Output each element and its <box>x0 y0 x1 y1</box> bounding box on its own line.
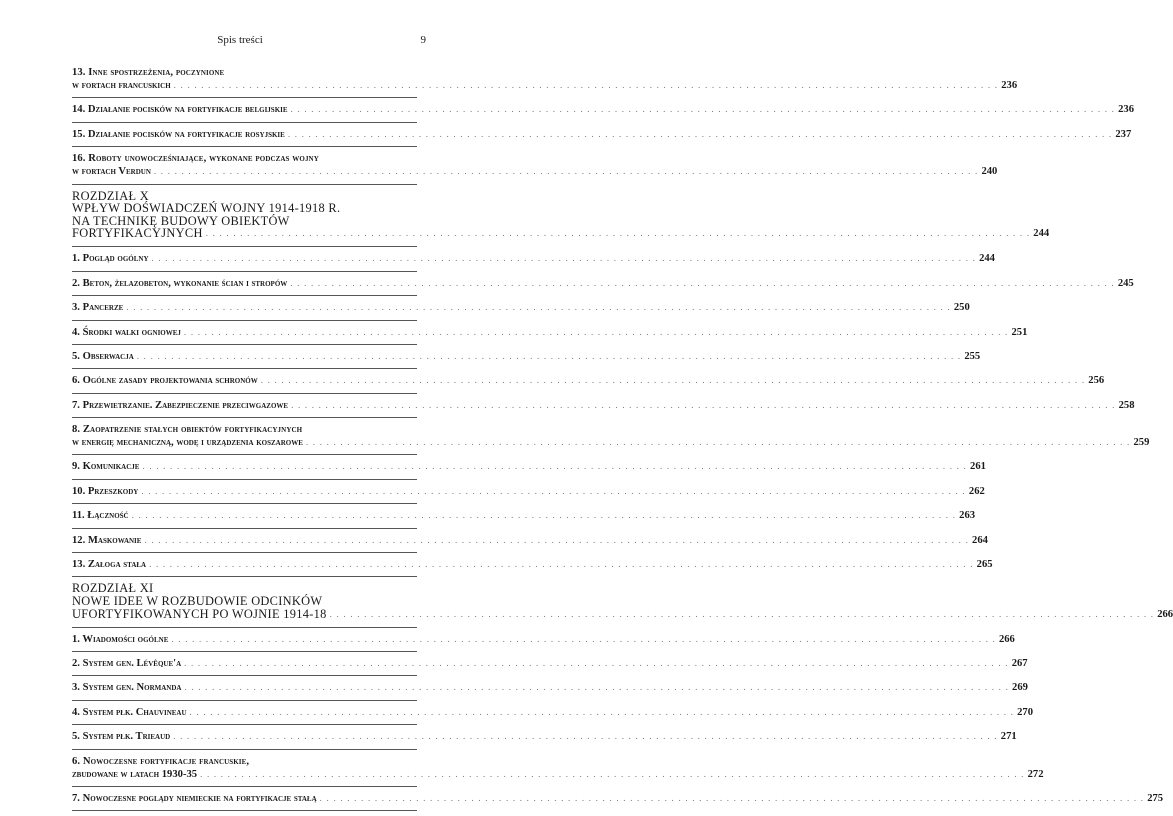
entry-separator <box>72 786 417 787</box>
entry-title-line: 13. Załoga stała <box>72 559 147 571</box>
entry-row <box>72 350 981 363</box>
entry-title-line: 14. Działanie pocisków na fortyfikacje belgijskie <box>72 104 288 116</box>
entry-title-line: 1. Wiadomości ogólne <box>72 633 169 645</box>
toc-entry <box>72 755 1044 781</box>
entry-separator <box>72 97 417 98</box>
chapter-title-line: NOWE IDEE W ROZBUDOWIE ODCINKÓW <box>72 594 323 609</box>
entry-page-number: 269 <box>1012 682 1028 694</box>
entry-page-number: 266 <box>998 633 1015 645</box>
dot-leader: . . . . . . . . . . . . . . . . . . . . . . . . . . . . . . . . . . . . . . . . . . . . . . . . . . . . . . . . . . . . . . . . . . . . . . . . . . . . . . . . . . . . . . . . . . . . . . . . . . . . . . . . . . . . . . . . . . . . . . . . <box>291 399 1116 410</box>
entry-page-number: 244 <box>979 253 995 265</box>
toc-entry <box>72 460 986 473</box>
entry-title-line: 12. Maskowanie <box>72 534 142 546</box>
dot-leader: . . . . . . . . . . . . . . . . . . . . . . . . . . . . . . . . . . . . . . . . . . . . . . . . . . . . . . . . . . . . . . . . . . . . . . . . . . . . . . . . . . . . . . . . . . . . . . . . . . . . . . . . . . . . . . . . . . . . . . . . <box>287 128 1113 139</box>
entry-title-line: 10. Przeszkody <box>72 485 139 497</box>
entry-title-line: 6. Ogólne zasady projektowania schronów <box>72 375 258 387</box>
dot-leader: . . . . . . . . . . . . . . . . . . . . . . . . . . . . . . . . . . . . . . . . . . . . . . . . . . . . . . . . . . . . . . . . . . . . . . . . . . . . . . . . . . . . . . . . . . . . . . . . . . . . . . . . . . . . . . . . . . . . . . . . <box>319 792 1145 803</box>
entry-page-number: 263 <box>959 510 976 522</box>
entry-page-number: 262 <box>968 485 985 497</box>
entry-title-line: 4. Środki walki ogniowej <box>72 326 181 338</box>
entry-title-line: 8. Zaopatrzenie stałych obiektów fortyfikacyjnych <box>72 424 303 436</box>
entry-separator <box>72 454 417 455</box>
running-header <box>0 34 480 48</box>
toc-entry <box>72 657 1028 670</box>
entry-title-line: 16. Roboty unowocześniające, wykonane podczas wojny <box>72 153 319 165</box>
entry-separator <box>72 271 417 272</box>
entry-title-line: 15. Działanie pocisków na fortyfikacje rosyjskie <box>72 128 285 140</box>
entry-title-line: 5. Obserwacja <box>72 350 134 362</box>
dot-leader: . . . . . . . . . . . . . . . . . . . . . . . . . . . . . . . . . . . . . . . . . . . . . . . . . . . . . . . . . . . . . . . . . . . . . . . . . . . . . . . . . . . . . . . . . . . . . . . . . . . . . . . . . . . . . . . . . . . . . . . . <box>205 228 1031 239</box>
entry-title-line: 1. Pogląd ogólny <box>72 253 149 265</box>
entry-title-line: 13. Inne spostrzeżenia, poczynione <box>72 67 225 78</box>
toc-entry <box>72 350 981 363</box>
toc-entry <box>72 485 985 498</box>
entry-page-number: 236 <box>1118 104 1134 116</box>
toc-entry <box>72 66 1018 92</box>
entry-row <box>72 509 976 522</box>
entry-separator <box>72 528 417 529</box>
entry-title-line: 9. Komunikacje <box>72 461 140 473</box>
entry-separator <box>72 810 417 811</box>
entry-title-line: w fortach francuskich <box>72 80 171 91</box>
dot-leader: . . . . . . . . . . . . . . . . . . . . . . . . . . . . . . . . . . . . . . . . . . . . . . . . . . . . . . . . . . . . . . . . . . . . . . . . . . . . . . . . . . . . . . . . . . . . . . . . . . . . . . . . . . . . . . . . . . . . . . . . <box>142 461 968 472</box>
dot-leader: . . . . . . . . . . . . . . . . . . . . . . . . . . . . . . . . . . . . . . . . . . . . . . . . . . . . . . . . . . . . . . . . . . . . . . . . . . . . . . . . . . . . . . . . . . . . . . . . . . . . . . . . . . . . . . . . . . . . . . . . <box>290 277 1115 288</box>
toc-entry <box>72 681 1028 694</box>
entry-page-number: 237 <box>1115 128 1132 140</box>
entry-page-number: 265 <box>976 559 993 571</box>
entry-separator <box>72 246 417 247</box>
entry-row <box>72 399 1135 412</box>
entry-page-number: 261 <box>970 461 986 473</box>
toc-entry <box>72 374 1105 387</box>
entry-row <box>72 277 1134 290</box>
dot-leader: . . . . . . . . . . . . . . . . . . . . . . . . . . . . . . . . . . . . . . . . . . . . . . . . . . . . . . . . . . . . . . . . . . . . . . . . . . . . . . . . . . . . . . . . . . . . . . . . . . . . . . . . . . . . . . . . . . . . . . . . <box>305 437 1131 448</box>
toc-entry <box>72 792 1164 805</box>
entry-separator <box>72 146 417 147</box>
entry-separator <box>72 344 417 345</box>
entry-page-number: 250 <box>953 302 970 314</box>
dot-leader: . . . . . . . . . . . . . . . . . . . . . . . . . . . . . . . . . . . . . . . . . . . . . . . . . . . . . . . . . . . . . . . . . . . . . . . . . . . . . . . . . . . . . . . . . . . . . . . . . . . . . . . . . . . . . . . . . . . . . . . . <box>183 326 1009 337</box>
dot-leader: . . . . . . . . . . . . . . . . . . . . . . . . . . . . . . . . . . . . . . . . . . . . . . . . . . . . . . . . . . . . . . . . . . . . . . . . . . . . . . . . . . . . . . . . . . . . . . . . . . . . . . . . . . . . . . . . . . . . . . . . <box>126 302 951 313</box>
entry-separator <box>72 368 417 369</box>
entry-title-line: 7. Nowoczesne poglądy niemieckie na fortyfikacje stałą <box>72 792 317 804</box>
entry-page-number: 272 <box>1027 768 1044 780</box>
entry-title-line: 5. System płk. Trieaud <box>72 731 171 743</box>
dot-leader: . . . . . . . . . . . . . . . . . . . . . . . . . . . . . . . . . . . . . . . . . . . . . . . . . . . . . . . . . . . . . . . . . . . . . . . . . . . . . . . . . . . . . . . . . . . . . . . . . . . . . . . . . . . . . . . . . . . . . . . . <box>260 375 1086 386</box>
entry-separator <box>72 576 417 577</box>
page-number: 9 <box>420 34 426 46</box>
entry-page-number: 270 <box>1017 706 1033 718</box>
toc-entry <box>72 103 1134 116</box>
entry-title-line: w fortach Verdun <box>72 166 151 178</box>
entry-separator <box>72 417 417 418</box>
dot-leader: . . . . . . . . . . . . . . . . . . . . . . . . . . . . . . . . . . . . . . . . . . . . . . . . . . . . . . . . . . . . . . . . . . . . . . . . . . . . . . . . . . . . . . . . . . . . . . . . . . . . . . . . . . . . . . . . . . . . . . . . <box>329 608 1155 619</box>
entry-title-line: 2. System gen. Lévêque'a <box>72 658 182 669</box>
entry-page-number: 271 <box>1000 731 1017 743</box>
entry-row <box>72 681 1028 694</box>
dot-leader: . . . . . . . . . . . . . . . . . . . . . . . . . . . . . . . . . . . . . . . . . . . . . . . . . . . . . . . . . . . . . . . . . . . . . . . . . . . . . . . . . . . . . . . . . . . . . . . . . . . . . . . . . . . . . . . . . . . . . . . . <box>200 768 1025 779</box>
chapter-title-line: ROZDZIAŁ XI <box>72 581 154 596</box>
entry-title-line: 4. System płk. Chauvineau <box>72 706 187 718</box>
entry-row <box>72 436 1150 449</box>
toc-entry <box>72 730 1017 743</box>
entry-row <box>72 226 1050 241</box>
toc-entry <box>72 706 1033 719</box>
dot-leader: . . . . . . . . . . . . . . . . . . . . . . . . . . . . . . . . . . . . . . . . . . . . . . . . . . . . . . . . . . . . . . . . . . . . . . . . . . . . . . . . . . . . . . . . . . . . . . . . . . . . . . . . . . . . . . . . . . . . . . . . <box>189 706 1015 717</box>
dot-leader: . . . . . . . . . . . . . . . . . . . . . . . . . . . . . . . . . . . . . . . . . . . . . . . . . . . . . . . . . . . . . . . . . . . . . . . . . . . . . . . . . . . . . . . . . . . . . . . . . . . . . . . . . . . . . . . . . . . . . . . . <box>131 510 957 521</box>
entry-separator <box>72 700 417 701</box>
dot-leader: . . . . . . . . . . . . . . . . . . . . . . . . . . . . . . . . . . . . . . . . . . . . . . . . . . . . . . . . . . . . . . . . . . . . . . . . . . . . . . . . . . . . . . . . . . . . . . . . . . . . . . . . . . . . . . . . . . . . . . . . <box>151 253 977 264</box>
entry-title-line: 6. Nowoczesne fortyfikacje francuskie, <box>72 755 250 767</box>
entry-row <box>72 730 1017 743</box>
entry-row <box>72 374 1105 387</box>
entry-separator <box>72 295 417 296</box>
entry-row <box>72 792 1164 805</box>
entry-title-line: 11. Łączność <box>72 510 129 522</box>
dot-leader: . . . . . . . . . . . . . . . . . . . . . . . . . . . . . . . . . . . . . . . . . . . . . . . . . . . . . . . . . . . . . . . . . . . . . . . . . . . . . . . . . . . . . . . . . . . . . . . . . . . . . . . . . . . . . . . . . . . . . . . . <box>290 104 1116 115</box>
entry-row <box>72 534 988 547</box>
entry-row <box>72 252 995 265</box>
entry-page-number: 244 <box>1033 228 1050 240</box>
entry-title-line: 3. System gen. Normanda <box>72 682 182 694</box>
dot-leader: . . . . . . . . . . . . . . . . . . . . . . . . . . . . . . . . . . . . . . . . . . . . . . . . . . . . . . . . . . . . . . . . . . . . . . . . . . . . . . . . . . . . . . . . . . . . . . . . . . . . . . . . . . . . . . . . . . . . . . . . <box>144 534 970 545</box>
entry-row <box>72 606 1173 621</box>
toc-entry <box>72 633 1015 646</box>
entry-row <box>72 326 1028 339</box>
entry-page-number: 267 <box>1011 658 1028 669</box>
entry-title-line: w energię mechaniczną, wodę i urządzenia koszarowe <box>72 437 303 449</box>
entry-page-number: 256 <box>1088 375 1105 387</box>
entry-title-line: 7. Przewietrzanie. Zabezpieczenie przeciwgazowe <box>72 399 289 411</box>
dot-leader: . . . . . . . . . . . . . . . . . . . . . . . . . . . . . . . . . . . . . . . . . . . . . . . . . . . . . . . . . . . . . . . . . . . . . . . . . . . . . . . . . . . . . . . . . . . . . . . . . . . . . . . . . . . . . . . . . . . . . . . . <box>173 731 998 742</box>
table-of-contents <box>72 66 1173 816</box>
running-title: Spis treści <box>217 34 263 46</box>
entry-row <box>72 485 985 498</box>
entry-page-number: 236 <box>1001 80 1018 91</box>
chapter-title-line: ROZDZIAŁ X <box>72 188 149 203</box>
toc-entry <box>72 277 1134 290</box>
entry-separator <box>72 749 417 750</box>
entry-separator <box>72 627 417 628</box>
toc-entry <box>72 252 995 265</box>
dot-leader: . . . . . . . . . . . . . . . . . . . . . . . . . . . . . . . . . . . . . . . . . . . . . . . . . . . . . . . . . . . . . . . . . . . . . . . . . . . . . . . . . . . . . . . . . . . . . . . . . . . . . . . . . . . . . . . . . . . . . . . . <box>136 350 962 361</box>
entry-page-number: 258 <box>1118 399 1135 411</box>
entry-page-number: 266 <box>1157 608 1173 620</box>
entry-row <box>72 558 993 571</box>
entry-title-line: zbudowane w latach 1930-35 <box>72 768 198 780</box>
entry-page-number: 251 <box>1011 326 1028 338</box>
entry-separator <box>72 393 417 394</box>
entry-separator <box>72 122 417 123</box>
entry-row <box>72 165 998 178</box>
entry-row <box>72 128 1132 141</box>
entry-page-number: 240 <box>981 166 998 178</box>
toc-entry <box>72 301 970 314</box>
dot-leader: . . . . . . . . . . . . . . . . . . . . . . . . . . . . . . . . . . . . . . . . . . . . . . . . . . . . . . . . . . . . . . . . . . . . . . . . . . . . . . . . . . . . . . . . . . . . . . . . . . . . . . . . . . . . . . . . . . . . . . . . <box>173 80 999 90</box>
entry-separator <box>72 651 417 652</box>
entry-title-line: 2. Beton, żelazobeton, wykonanie ścian i stropów <box>72 277 288 289</box>
dot-leader: . . . . . . . . . . . . . . . . . . . . . . . . . . . . . . . . . . . . . . . . . . . . . . . . . . . . . . . . . . . . . . . . . . . . . . . . . . . . . . . . . . . . . . . . . . . . . . . . . . . . . . . . . . . . . . . . . . . . . . . . <box>184 658 1009 668</box>
entry-row <box>72 657 1028 670</box>
entry-separator <box>72 724 417 725</box>
chapter-title-line: FORTYFIKACYJNYCH <box>72 226 203 241</box>
entry-row <box>72 79 1018 92</box>
toc-entry <box>72 128 1132 141</box>
dot-leader: . . . . . . . . . . . . . . . . . . . . . . . . . . . . . . . . . . . . . . . . . . . . . . . . . . . . . . . . . . . . . . . . . . . . . . . . . . . . . . . . . . . . . . . . . . . . . . . . . . . . . . . . . . . . . . . . . . . . . . . . <box>141 485 966 496</box>
entry-page-number: 275 <box>1147 792 1164 804</box>
dot-leader: . . . . . . . . . . . . . . . . . . . . . . . . . . . . . . . . . . . . . . . . . . . . . . . . . . . . . . . . . . . . . . . . . . . . . . . . . . . . . . . . . . . . . . . . . . . . . . . . . . . . . . . . . . . . . . . . . . . . . . . . <box>184 682 1010 693</box>
entry-title-line: 3. Pancerze <box>72 302 124 314</box>
dot-leader: . . . . . . . . . . . . . . . . . . . . . . . . . . . . . . . . . . . . . . . . . . . . . . . . . . . . . . . . . . . . . . . . . . . . . . . . . . . . . . . . . . . . . . . . . . . . . . . . . . . . . . . . . . . . . . . . . . . . . . . . <box>153 166 979 177</box>
toc-entry <box>72 534 988 547</box>
entry-row <box>72 103 1134 116</box>
entry-page-number: 259 <box>1133 437 1150 449</box>
toc-entry <box>72 152 998 178</box>
chapter-title-line: NA TECHNIKĘ BUDOWY OBIEKTÓW <box>72 213 290 228</box>
entry-row <box>72 301 970 314</box>
chapter-title-line: UFORTYFIKOWANYCH PO WOJNIE 1914-18 <box>72 606 327 621</box>
entry-separator <box>72 184 417 185</box>
entry-separator <box>72 552 417 553</box>
entry-separator <box>72 320 417 321</box>
dot-leader: . . . . . . . . . . . . . . . . . . . . . . . . . . . . . . . . . . . . . . . . . . . . . . . . . . . . . . . . . . . . . . . . . . . . . . . . . . . . . . . . . . . . . . . . . . . . . . . . . . . . . . . . . . . . . . . . . . . . . . . . <box>149 559 974 570</box>
toc-entry <box>72 509 976 522</box>
entry-page-number: 264 <box>972 534 988 546</box>
chapter-heading <box>72 581 1173 621</box>
entry-row <box>72 460 986 473</box>
entry-row <box>72 706 1033 719</box>
chapter-title-line: WPŁYW DOŚWIADCZEŃ WOJNY 1914-1918 R. <box>72 201 341 216</box>
entry-row <box>72 633 1015 646</box>
entry-page-number: 245 <box>1117 277 1134 289</box>
toc-entry <box>72 558 993 571</box>
dot-leader: . . . . . . . . . . . . . . . . . . . . . . . . . . . . . . . . . . . . . . . . . . . . . . . . . . . . . . . . . . . . . . . . . . . . . . . . . . . . . . . . . . . . . . . . . . . . . . . . . . . . . . . . . . . . . . . . . . . . . . . . <box>171 633 996 644</box>
chapter-heading <box>72 188 1050 241</box>
entry-separator <box>72 479 417 480</box>
toc-entry <box>72 399 1135 412</box>
entry-page-number: 255 <box>964 350 981 362</box>
toc-entry <box>72 423 1150 449</box>
entry-separator <box>72 675 417 676</box>
entry-row <box>72 768 1044 781</box>
entry-separator <box>72 503 417 504</box>
toc-entry <box>72 326 1028 339</box>
